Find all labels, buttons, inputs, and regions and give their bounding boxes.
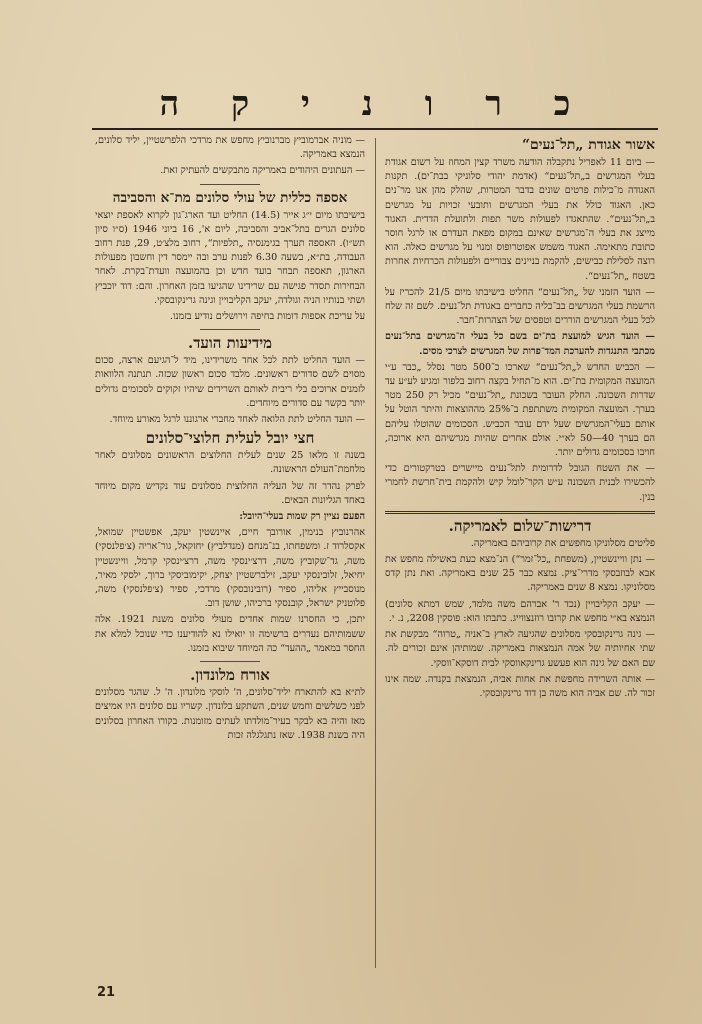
article-paragraph: — את השטח הגובל לדרומית לתל־נעים מיישרים בטרקטורים כדי להכשירו לבנית השכונה ע״ש הקר־לומל קיש ולהקמת בית־חרשת לחמרי בנין.: [385, 463, 655, 503]
article-paragraph: — העתונים היהודים באמריקה מתבקשים להעתיק זאת.: [160, 165, 365, 177]
article-paragraph: — הועד הזמני של „תל־נעים“ החליט בישיבתו מיום 21/5 להכריז על הרשמת בעלי המגרשים בב־כליה כחברים באגודת תל־נעים. לשם זה שלח לכל בעלי המגרשים הוררים וטפסים של הצהרות־חבר.: [385, 286, 655, 327]
article-paragraph: לת״א בא להתארח יליד־סלונים, ה' לוסקי מלונדון. ה' ל. שהגר מסלונים לפני כשלשים וחמש שנים, השתקע בלונדון. קשריו עם סלונים היו אמיצים מאז והיה בא לבקר בעיר־מולדתו לעתים מזומנות. בקורו האחרון בסלונים היה בשנת 1938. שאז נתגלגלה זכות: [95, 687, 365, 741]
section-separator: [200, 329, 260, 330]
article-paragraph: — גינה גרינקובסקי מסלונים שהגיעה לארץ ב־אניה „טרוה“ מבקשת את שתי אחיותיה של אמה הנמצאות באמריקה. שמותיהן אינם זכורים לה. שם האם של גינה הוא פעשע גרינקאווסקי לבית דוסקא־ווסקי.: [385, 629, 655, 669]
article-paragraph: — נתן וויינשטיין, (משפחת „כל־זמר“) הנ־מצא כעת באשילה מחפש את אבא לבוזבסקי מדרי־ציק. נמצא כבר 25 שנים באמריקה. ואת נתן קדס מסלוניקו. נמצא 8 שנים באמריקה.: [385, 554, 655, 594]
section-separator: [200, 661, 260, 662]
section-title: דרישות־שלום לאמריקה.: [448, 516, 592, 535]
article-paragraph: — הועד החליט לתת הלואה לאחד מחברי ארגוננו לרגל מאורע מיוחד.: [109, 414, 365, 426]
page-number: 21: [97, 985, 116, 1000]
column-divider: [375, 138, 376, 968]
section-title: חצי יובל לעלית חלוצי־סלונים: [145, 429, 315, 448]
section-title: מידיעות הועד.: [187, 334, 273, 353]
article-paragraph: הפעם נציין רק שמות בעלי־היובל:: [239, 511, 365, 523]
article-paragraph: — הכביש החדש ל„תל־נעים“ שארכו כ־500 מטר נסלל „כבר ע״י המועצה המקומית בת־ים. הוא מ־תחיל בקצה רחוב בלפור ומגיע לע״ע עד שדרות השכונה. החלק העובר בשכונת „תל־נעים“ מכיל רק 250 מטר בערך. המועצה המקומית משתתפת ב־25% מההוצאות והיתר הוטל על אותם בעלי־המגרשים שעל ידם עובר הכביש. הסכומים שהוטלו עליהם הם בערך 40—50 לא״י. אולם אחרים שהיות מגרשיהם היא ארוכה, חויבו בסכומים גדולים יותר.: [385, 361, 655, 459]
article-paragraph: לפרק נהדר זה של העליה החלוצית מסלונים עוד נקדיש מקום מיוחד באחד הגליונות הבאים.: [95, 480, 365, 506]
article-paragraph: — הועד החליט לתת לכל אחד משרידינו, מיד ל־הגיעם ארצה, סכום מסוים לשם סדורים ראשונים. מלבד סכום ראשון שכזה. תנתנה הלוואות לזמנים ארוכים בלי ריבית לאותם השרידים שיהיו זקוקים לסכומים גדולים יותר בקשר עם סדורים מיוחדים.: [95, 355, 365, 409]
article-paragraph: אהרנוביץ בנימין, אורובך חיים, איינשטין יעקב, אפשטיין שמואל, אקסלרוד ז. ומשפחתו, בנ־מנחם (מנדלביץ) יחזקאל, גור־אריה (צ׳פלנסקי) משה, גד־שקוביץ משה, דרצ׳ינסקי משה, דרצ׳ינסקי קרמל, וויינשטיין יחיאל, זלובינסקי יעקב, זילברשטיין יצחק, יקימוביסקי ברוך, ילסקי מאיר, מנוסבייץ אליהו, ספיר (רובינובסקי) מרדכי, ספיר (צ׳פלנסקי) משה, פלוטניק ישראל, קובנסקי ברכיהו, שושן דוב.: [95, 527, 365, 610]
article-paragraph: — יעקב הקליבויין (נכד ר' אברהם משה מלמד, שמש דמתא סלונים) הנמצא בא״י מחפש את קרובו רוזנצווייג. כתבתו הוא: פוסקין 2208, נ. י.: [385, 598, 655, 624]
page-banner: [95, 82, 655, 126]
section-title: אספה כללית של עולי סלונים מת־א והסביבה: [112, 189, 348, 206]
article-paragraph: יתכן, כי החסרנו שמות אחדים מעולי סלונים משנת 1921. אלה ששמותיהם נעדרים ברשימה זו יואילו נא להודיענו כדי שנוכל למלא את החסר במאמר „ההעד“ כה המיוחד שיבוא בזמנו.: [95, 614, 365, 654]
right-column: [385, 134, 655, 964]
section-separator: [200, 184, 260, 185]
article-paragraph: — אותה השרידה מחפשת את אחות אביה, הנמצאת בקנדה. שמה אינו זכור לה. שם אביה הוא משה בן דוד גרינקובסקי.: [385, 673, 655, 699]
article-paragraph: — מוניה אברמוביץ מברנוביץ מחפש את מרדכי הלפרשטיין, יליד סלונים, הנמצא באמריקה.: [95, 135, 365, 161]
left-column: [95, 134, 365, 964]
article-paragraph: בשנה זו מלאו 25 שנים לעלית החלוצים הראשונים מסלונים לאחר מלחמת־העולם הראשונה.: [95, 450, 365, 476]
section-title: אשור אגודת „תל־נעים“: [521, 137, 655, 153]
article-paragraph: — ביום 11 לאפריל נתקבלה הודעה משרד קצין המחוז על רשום אגודת בעלי המגרשים ב„תל־נעים“ (אדמת יהודי סלוניקי בבת־ים). תקנות האגודה מ־כילות פרטים שונים בדבר המטרות, שהלק מהן אנו מר־נים כאן. האגוד כולל את בעלי המגרשים ותובעי זכויות על מגרשים ב„תל־נעים“. שהתאגדו לפעולות משר תפות ולתועלת הדדית. האגוד מייצג את בעלי ה־מגרשים שאינם במקום מפאת העדרם או לרגל חוסר כתובת מתאימה. האגוד משמש אפוטרופוס ומנוי על מגרשים כאלה. הוא רוצה לסלילת כבישים, להקמת בניינים צבוריים ולפעולות הכרחיות אחרות בשטח „תל־נעים“.: [385, 157, 655, 282]
section-title: אורח מלונדון.: [190, 666, 270, 685]
article-paragraph: על עריכת אספות דומות בחיפה וירושלים נודיע בזמנו.: [169, 311, 365, 323]
banner-rule: [92, 128, 658, 130]
section-separator: [385, 511, 655, 514]
article-paragraph: פליטים מסלוניקו מחפשים את קרוביהם באמריקה.: [470, 537, 655, 549]
article-paragraph: בישיבתו מיום י״ג אייר (14.5) החליט ועד הארג־גון לקרוא לאספת יוצאי סלונים הגרים בתל־אביב והסביבה, ליום א', 16 ביוני 1946 (ס״ו סיון תש״ו). האספה תערך בגימנסיה „תלפיות“, רחוב מלצ׳ט, 29, פנת רחוב העבודה, בת״א, בשעה 6.30 לפנות ערב ובה יימסר דין וחשבון מפעולות הארגון, תאספה תבחר בועד חדש וכן בהמועצה וועדת־בקרת. לאחר הבחירות תסדר פגישה עם שרידינו שהגיעו בזמן האחרון. והם: דוד יוכביץ ושתי בנותיו הניה וגולדה, יעקב הקליבויין וגינה גרינקובסקי.: [95, 209, 365, 306]
article-paragraph: — הועד הגיש למועצת בת־ים בשם כל בעלי ה־מגרשים בתל־נעים מכתבי התנגדות להערכת המד־פרות של המגרשים לצרכי מסים.: [385, 331, 655, 357]
banner-title: כ ר ו נ י ק ה: [159, 84, 591, 124]
